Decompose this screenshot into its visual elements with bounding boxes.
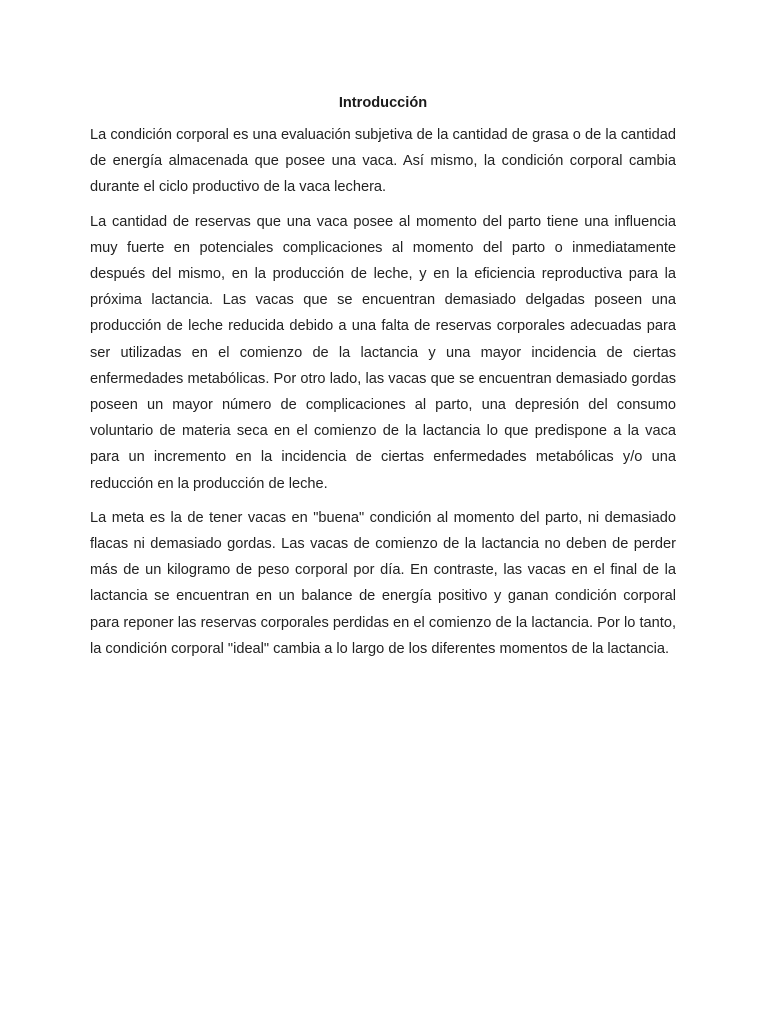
document-body — [90, 92, 676, 670]
document-title: Introducción — [338, 95, 428, 111]
paragraph-1: La condición corporal es una evaluación subjetiva de la cantidad de grasa o de la cantidad de energía almacenada que posee una vaca. Así mismo, la condición corporal cambia durante el ciclo productivo de la vaca lechera. — [90, 127, 676, 196]
paragraph-2: La cantidad de reservas que una vaca posee al momento del parto tiene una influencia muy fuerte en potenciales complicaciones al momento del parto o inmediatamente después del mismo, en la producción de leche, y en la eficiencia reproductiva para la próxima lactancia. Las vacas que se encuentran demasiado delgadas poseen una producción de leche reducida debido a una falta de reservas corporales adecuadas para ser utilizadas en el comienzo de la lactancia y una mayor incidencia de ciertas enfermedades metabólicas. Por otro lado, las vacas que se encuentran demasiado gordas poseen un mayor número de complicaciones al parto, una depresión del consumo voluntario de materia seca en el comienzo de la lactancia lo que predispone a la vaca para un incremento en la incidencia de ciertas enfermedades metabólicas y/o una reducción en la producción de leche. — [90, 213, 676, 492]
paragraph-3: La meta es la de tener vacas en "buena" condición al momento del parto, ni demasiado flacas ni demasiado gordas. Las vacas de comienzo de la lactancia no deben de perder más de un kilogramo de peso corporal por día. En contraste, las vacas en el final de la lactancia se encuentran en un balance de energía positivo y ganan condición corporal para reponer las reservas corporales perdidas en el comienzo de la lactancia. Por lo tanto, la condición corporal "ideal" cambia a lo largo de los diferentes momentos de la lactancia. — [90, 509, 676, 657]
